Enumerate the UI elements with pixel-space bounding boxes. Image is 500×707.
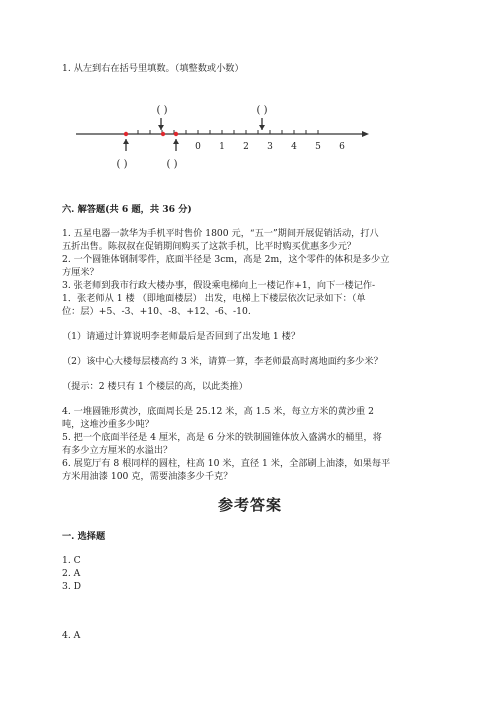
question-1-text: 1. 从左到右在括号里填数。（填整数或小数） bbox=[62, 63, 244, 74]
arrow-up-1-head bbox=[123, 139, 129, 144]
answer-bracket-top-2: ( ) bbox=[256, 105, 268, 116]
s6-q6-line2: 方米用油漆 100 克，需要油漆多少千克？ bbox=[62, 471, 233, 482]
answer-bracket-bottom-1: ( ) bbox=[116, 159, 128, 170]
s6-q4-line1: 4. 一堆圆锥形黄沙，底面周长是 25.12 米，高 1.5 米，每立方米的黄沙重 2 bbox=[62, 406, 374, 417]
number-line bbox=[70, 98, 370, 178]
s6-q3-line3: 位：层）+5、-3、+10、-8、+12、-6、-10. bbox=[62, 306, 251, 317]
s6-q5-line2: 有多少立方厘米的水溢出？ bbox=[62, 445, 173, 456]
arrow-down-2-head bbox=[259, 125, 265, 130]
answers-title: 参考答案 bbox=[217, 496, 282, 514]
arrow-up-2-head bbox=[173, 139, 179, 144]
tick-label-4: 4 bbox=[291, 142, 297, 152]
answer-2: 2. A bbox=[62, 568, 81, 579]
s6-q6-line1: 6. 展览厅有 8 根同样的圆柱，柱高 10 米，直径 1 米，全部刷上油漆，如果每平 bbox=[62, 458, 391, 469]
s6-q2-line1: 2. 一个圆锥体钢制零件，底面半径是 3cm，高是 2m，这个零件的体积是多少立 bbox=[62, 254, 390, 265]
s6-q5-line1: 5. 把一个底面半径是 4 厘米，高是 6 分米的铁制圆锥体放入盛满水的桶里，将 bbox=[62, 432, 382, 443]
s6-q1-line1: 1. 五星电器一款华为手机平时售价 1800 元，“五一”期间开展促销活动，打八 bbox=[62, 228, 379, 239]
answer-bracket-bottom-2: ( ) bbox=[166, 159, 178, 170]
tick-label-3: 3 bbox=[267, 142, 273, 152]
marked-point-1 bbox=[124, 132, 128, 136]
s6-q4-line2: 吨，这堆沙重多少吨？ bbox=[62, 419, 154, 430]
tick-label-1: 1 bbox=[219, 142, 225, 152]
s6-q3-sub2: （2）该中心大楼每层楼高约 3 米，请算一算，李老师最高时离地面约多少米？ bbox=[62, 356, 383, 367]
section-6-title: 六. 解答题(共 6 题，共 36 分) bbox=[62, 204, 192, 215]
answers-section-1: 一. 选择题 bbox=[62, 531, 106, 542]
s6-q3-line2: 1．张老师从 1 楼 （即地面楼层） 出发，电梯上下楼层依次记录如下：（单 bbox=[62, 293, 366, 304]
answer-bracket-top-1: ( ) bbox=[156, 105, 168, 116]
tick-label-2: 2 bbox=[243, 142, 249, 152]
arrow-down-1-head bbox=[158, 125, 164, 130]
s6-q2-line2: 方厘米？ bbox=[62, 267, 99, 278]
tick-label-5: 5 bbox=[315, 142, 321, 152]
s6-q3-line1: 3. 张老师到我市行政大楼办事，假设乘电梯向上一楼记作+1，向下一楼记作- bbox=[62, 280, 376, 291]
s6-q1-line2: 五折出售。陈叔叔在促销期间购买了这款手机，比平时购买优惠多少元？ bbox=[62, 241, 356, 252]
s6-q3-sub1: （1）请通过计算说明李老师最后是否回到了出发地 1 楼？ bbox=[62, 331, 301, 342]
marked-point-2 bbox=[161, 132, 165, 136]
tick-label-6: 6 bbox=[339, 142, 345, 152]
answer-1: 1. C bbox=[62, 555, 81, 566]
axis-arrow bbox=[362, 131, 369, 137]
answer-3: 3. D bbox=[62, 581, 82, 592]
s6-q3-hint: （提示：2 楼只有 1 个楼层的高，以此类推） bbox=[62, 381, 248, 392]
marked-point-3 bbox=[174, 132, 178, 136]
answer-4: 4. A bbox=[62, 630, 81, 641]
tick-label-0: 0 bbox=[195, 142, 201, 152]
